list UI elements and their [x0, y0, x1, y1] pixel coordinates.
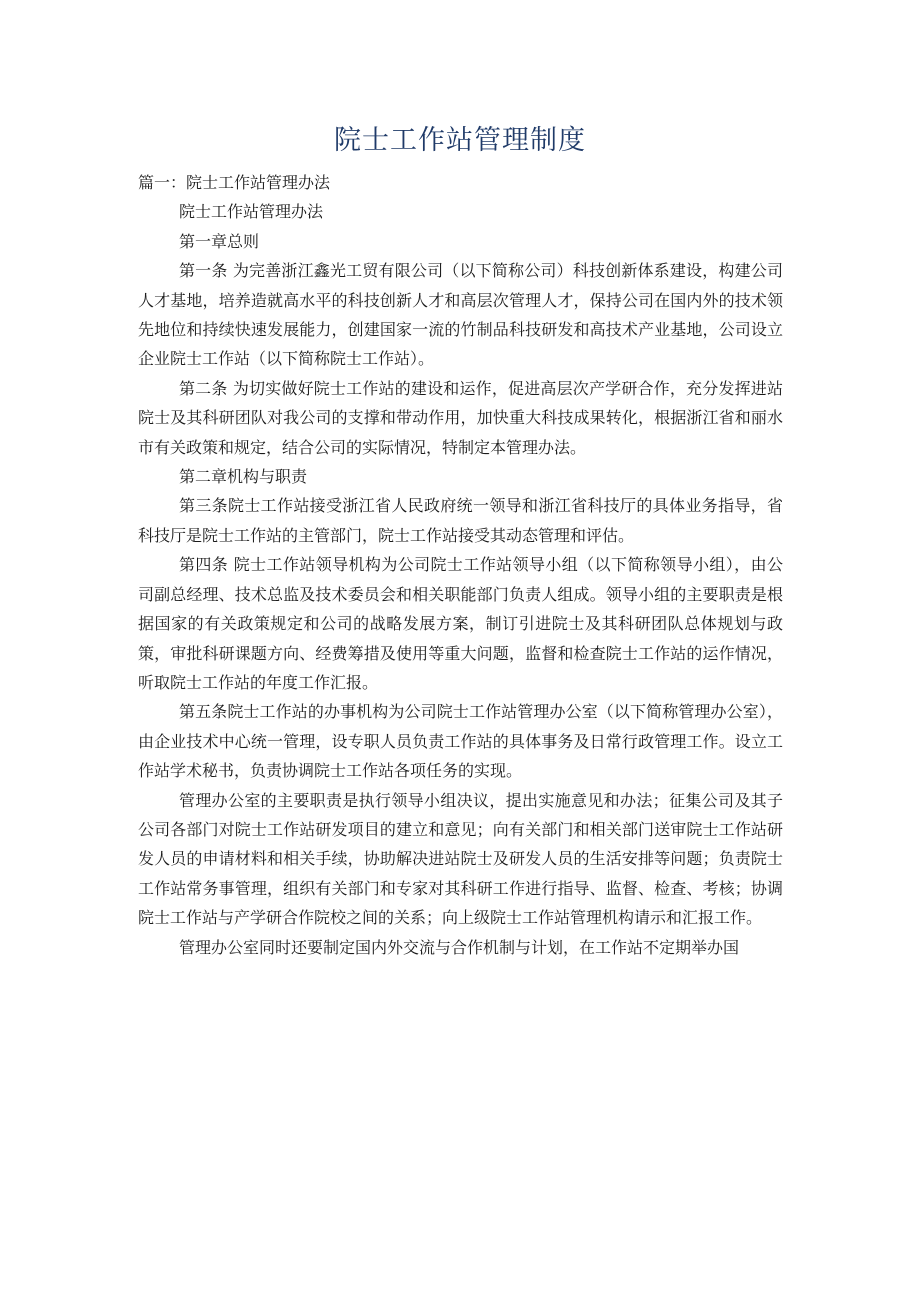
chapter-heading-2: 第二章机构与职责: [179, 467, 308, 487]
paragraph-article-5: 第五条院士工作站的办事机构为公司院士工作站管理办公室（以下简称管理办公室），由企业技术中心统一管理，设专职人员负责工作站的具体事务及日常行政管理工作。设立工作站学术秘书，负责协调院士工作站各项任务的实现。: [138, 702, 783, 781]
sub-title: 院士工作站管理办法: [179, 202, 324, 222]
paragraph-article-4: 第四条 院士工作站领导机构为公司院士工作站领导小组（以下简称领导小组），由公司副总经理、技术总监及技术委员会和相关职能部门负责人组成。领导小组的主要职责是根据国家的有关政策规定和公司的战略发展方案，制订引进院士及其科研团队总体规划与政策，审批科研课题方向、经费筹措及使用等重大问题，监督和检查院士工作站的运作情况，听取院士工作站的年度工作汇报。: [138, 555, 783, 692]
part-heading: 篇一：院士工作站管理办法: [138, 173, 331, 192]
chapter-heading-1: 第一章总则: [179, 231, 260, 251]
paragraph-office-exchange: 管理办公室同时还要制定国内外交流与合作机制与计划，在工作站不定期举办国: [179, 937, 740, 957]
document-title: 院士工作站管理制度: [334, 125, 586, 156]
paragraph-article-2: 第二条 为切实做好院士工作站的建设和运作，促进高层次产学研合作，充分发挥进站院士及其科研团队对我公司的支撑和带动作用，加快重大科技成果转化，根据浙江省和丽水市有关政策和规定，结合公司的实际情况，特制定本管理办法。: [138, 378, 783, 457]
paragraph-article-3: 第三条院士工作站接受浙江省人民政府统一领导和浙江省科技厅的具体业务指导，省科技厅是院士工作站的主管部门，院士工作站接受其动态管理和评估。: [138, 496, 783, 545]
document-body: [138, 168, 783, 962]
paragraph-article-1: 第一条 为完善浙江鑫光工贸有限公司（以下简称公司）科技创新体系建设，构建公司人才基地，培养造就高水平的科技创新人才和高层次管理人才，保持公司在国内外的技术领先地位和持续快速发展能力，创建国家一流的竹制品科技研发和高技术产业基地，公司设立企业院士工作站（以下简称院士工作站）。: [138, 261, 783, 369]
paragraph-office-duties: 管理办公室的主要职责是执行领导小组决议，提出实施意见和办法；征集公司及其子公司各部门对院士工作站研发项目的建立和意见；向有关部门和相关部门送审院士工作站研发人员的申请材料和相关手续，协助解决进站院士及研发人员的生活安排等问题；负责院士工作站常务事管理，组织有关部门和专家对其科研工作进行指导、监督、检查、考核；协调院士工作站与产学研合作院校之间的关系；向上级院士工作站管理机构请示和汇报工作。: [138, 790, 783, 928]
